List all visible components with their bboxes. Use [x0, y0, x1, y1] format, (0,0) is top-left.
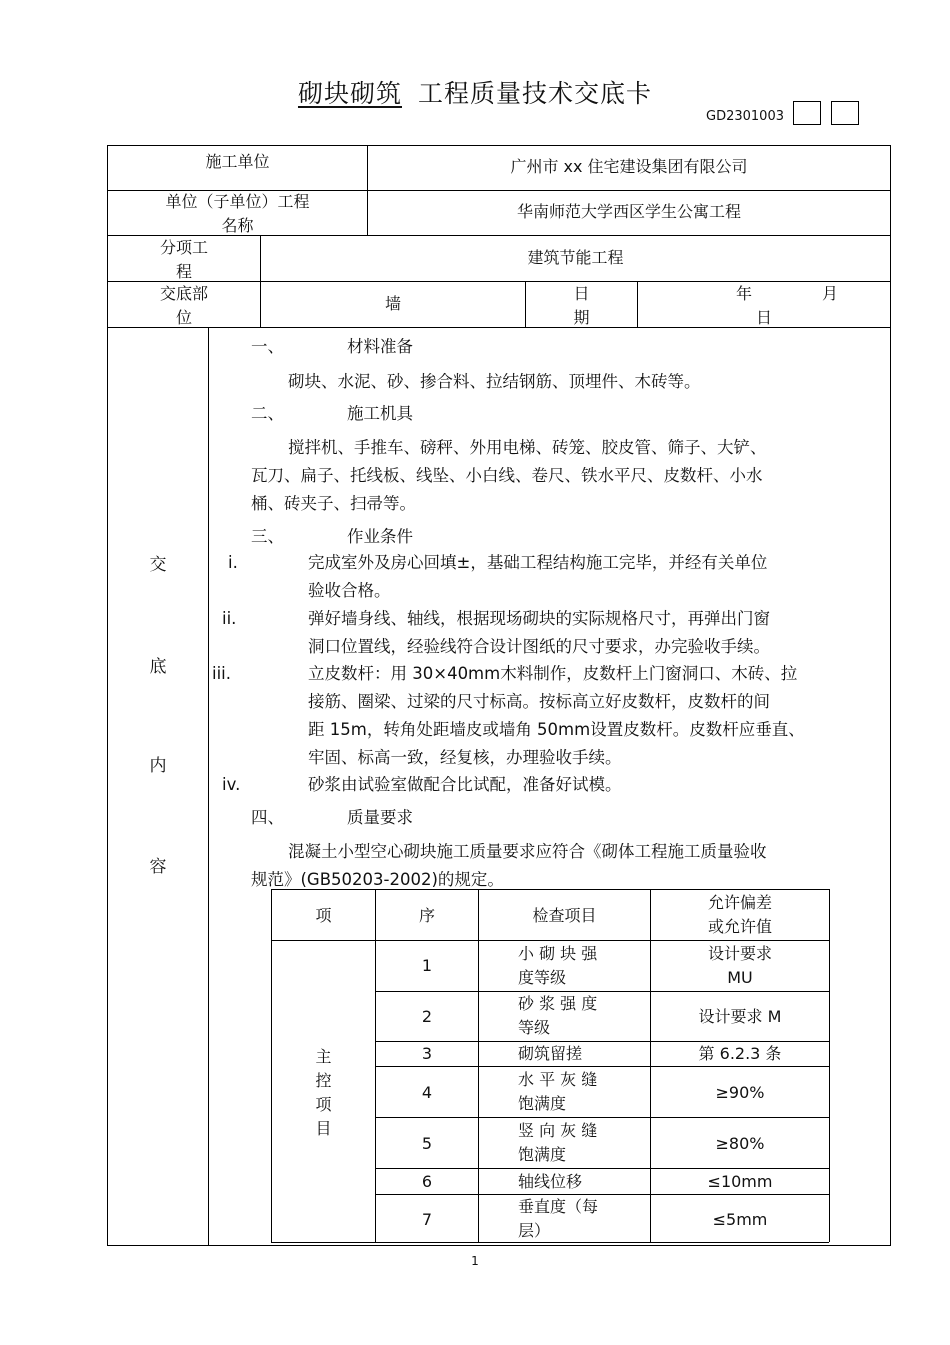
table-row-1-item: 小 砌 块 强 度等级 [518, 944, 598, 987]
section-1-title: 材料准备 [347, 337, 413, 356]
code-box-1 [793, 101, 821, 125]
side-label-4: 容 [149, 857, 167, 877]
section-1-number: 一、 [251, 337, 284, 356]
section-3-number: 三、 [251, 527, 284, 546]
title-rest: 工程质量技术交底卡 [418, 79, 653, 108]
side-label-1: 交 [149, 555, 167, 575]
section-2-line-2: 瓦刀、扁子、托线板、线坠、小白线、卷尺、铁水平尺、皮数杆、小水 [251, 466, 763, 485]
date-day: 日 [756, 308, 773, 327]
section-1-text: 砌块、水泥、砂、掺合料、拉结钢筋、顶埋件、木砖等。 [288, 372, 701, 391]
table-row-7-no: 7 [421, 1210, 433, 1229]
item-ii-line-1: 弹好墙身线、轴线，根据现场砌块的实际规格尺寸，再弹出门窗 [308, 609, 770, 628]
section-3-title: 作业条件 [347, 527, 413, 546]
table-row-7-value: ≤5mm [712, 1210, 768, 1229]
table-row-6-value: ≤10mm [707, 1172, 773, 1191]
table-row-4-no: 4 [421, 1083, 433, 1102]
section-2-line-1: 搅拌机、手推车、磅秤、外用电梯、砖笼、胶皮管、筛子、大铲、 [288, 438, 767, 457]
section-4-title: 质量要求 [347, 808, 413, 827]
table-row-4-item: 水 平 灰 缝 饱满度 [518, 1070, 598, 1113]
date-label: 日 期 [573, 284, 590, 327]
construction-unit-value: 广州市 xx 住宅建设集团有限公司 [510, 157, 748, 176]
construction-unit-label: 施工单位 [205, 152, 270, 171]
table-row-2-item: 砂 浆 强 度 等级 [518, 994, 598, 1037]
part-label: 交底部 位 [159, 284, 208, 327]
item-ii-number: ii. [222, 609, 237, 628]
table-row-6-item: 轴线位移 [518, 1172, 583, 1191]
side-label-2: 底 [149, 657, 167, 677]
item-iii-line-2: 接筋、圈梁、过梁的尺寸标高。按标高立好皮数杆，皮数杆的间 [308, 692, 770, 711]
section-4-line-2: 规范》(GB50203-2002)的规定。 [251, 870, 504, 889]
project-label: 单位（子单位）工程 名称 [165, 192, 310, 235]
part-value: 墙 [384, 294, 401, 313]
section-2-line-3: 桶、砖夹子、扫帚等。 [251, 494, 416, 513]
item-iii-line-1: 立皮数杆：用 30×40mm木料制作，皮数杆上门窗洞口、木砖、拉 [308, 664, 798, 683]
header-check-item: 检查项目 [532, 906, 597, 925]
code-box-2 [831, 101, 859, 125]
table-row-6-no: 6 [421, 1172, 433, 1191]
table-row-5-no: 5 [421, 1134, 433, 1153]
header-number: 序 [418, 906, 435, 925]
table-row-3-value: 第 6.2.3 条 [698, 1044, 782, 1063]
section-2-title: 施工机具 [347, 404, 413, 423]
section-4-number: 四、 [251, 808, 284, 827]
section-2-number: 二、 [251, 404, 284, 423]
header-category: 项 [315, 906, 332, 925]
item-iii-line-4: 牢固、标高一致，经复核，办理验收手续。 [308, 748, 622, 767]
side-label-3: 内 [149, 756, 167, 776]
sub-project-label: 分项工 程 [159, 238, 208, 281]
item-iii-number: iii. [212, 664, 231, 683]
table-row-5-item: 竖 向 灰 缝 饱满度 [518, 1121, 598, 1164]
table-row-1-no: 1 [421, 956, 433, 975]
table-row-3-no: 3 [421, 1044, 433, 1063]
table-row-4-value: ≥90% [715, 1083, 765, 1102]
table-row-2-value: 设计要求 M [698, 1007, 782, 1026]
table-row-7-item: 垂直度（每 层） [518, 1197, 599, 1240]
table-row-1-value: 设计要求 MU [707, 944, 772, 987]
header-tolerance: 允许偏差 或允许值 [707, 893, 772, 936]
date-year: 年 [736, 284, 753, 303]
table-row-5-value: ≥80% [715, 1134, 765, 1153]
item-iii-line-3: 距 15m，转角处距墙皮或墙角 50mm设置皮数杆。皮数杆应垂直、 [308, 720, 805, 739]
table-row-2-no: 2 [421, 1007, 433, 1026]
item-i-number: i. [228, 553, 238, 572]
item-i-line-1: 完成室外及房心回填±，基础工程结构施工完毕，并经有关单位 [308, 553, 768, 572]
date-month: 月 [822, 284, 839, 303]
item-iv-line-1: 砂浆由试验室做配合比试配，准备好试模。 [308, 775, 622, 794]
item-i-line-2: 验收合格。 [308, 581, 391, 600]
page-number: 1 [471, 1254, 479, 1268]
doc-code: GD2301003 [706, 109, 784, 124]
project-value: 华南师范大学西区学生公寓工程 [516, 202, 741, 221]
sub-project-value: 建筑节能工程 [527, 248, 624, 267]
title-underlined: 砌块砌筑 [297, 79, 402, 108]
section-4-line-1: 混凝土小型空心砌块施工质量要求应符合《砌体工程施工质量验收 [288, 842, 767, 861]
group-main-control: 主 控 项 目 [315, 1047, 332, 1138]
item-iv-number: iv. [222, 775, 241, 794]
item-ii-line-2: 洞口位置线，经验线符合设计图纸的尺寸要求，办完验收手续。 [308, 637, 770, 656]
table-row-3-item: 砌筑留搓 [518, 1044, 583, 1063]
